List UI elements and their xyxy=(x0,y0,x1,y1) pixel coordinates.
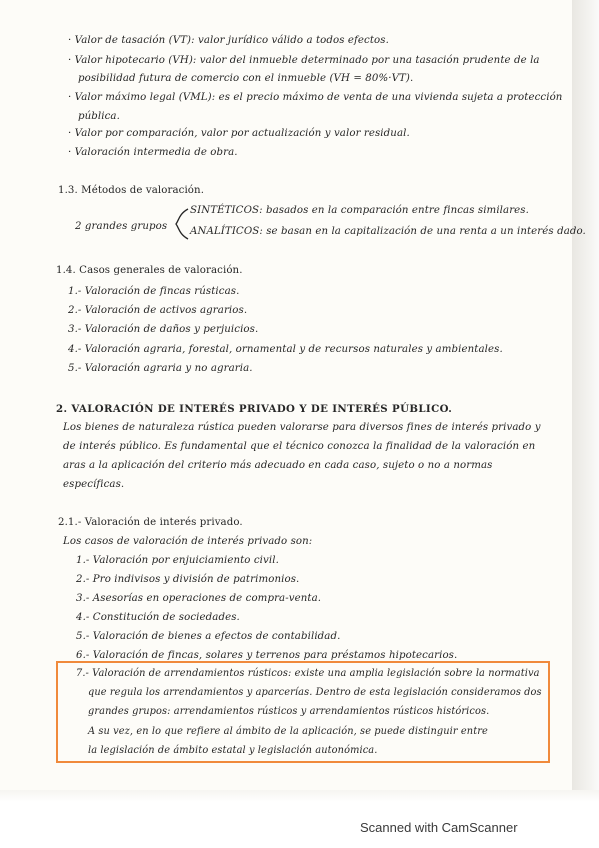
paragraph-line: Los bienes de naturaleza rústica pueden valorarse para diversos fines de interés privado y xyxy=(63,422,541,433)
section-2-1-intro: Los casos de valoración de interés privado son: xyxy=(63,536,313,547)
paragraph-line: de interés público. Es fundamental que el técnico conozca la finalidad de la valoración en xyxy=(63,441,536,452)
boxed-line: que regula los arrendamientos y aparcerías. Dentro de esta legislación consideramos dos xyxy=(88,687,542,698)
brace-icon xyxy=(175,208,189,240)
list-item: 1.- Valoración por enjuiciamiento civil. xyxy=(76,555,279,566)
list-item: 4.- Constitución de sociedades. xyxy=(76,612,240,623)
boxed-line: A su vez, en lo que refiere al ámbito de la aplicación, se puede distinguir entre xyxy=(88,726,488,737)
list-item: 6.- Valoración de fincas, solares y terrenos para préstamos hipotecarios. xyxy=(76,650,458,661)
section-2-title: 2. VALORACIÓN DE INTERÉS PRIVADO Y DE INTERÉS PÚBLICO. xyxy=(56,403,453,415)
group-analiticos: ANALÍTICOS: se basan en la capitalización de una renta a un interés dado. xyxy=(190,226,586,237)
bullet-valoracion-intermedia: · Valoración intermedia de obra. xyxy=(68,147,238,158)
bullet-valor-tasacion: · Valor de tasación (VT): valor jurídico válido a todos efectos. xyxy=(68,35,389,46)
list-item: 2.- Valoración de activos agrarios. xyxy=(68,305,248,316)
section-2-1-title: 2.1.- Valoración de interés privado. xyxy=(58,517,243,528)
boxed-line: 7.- Valoración de arrendamientos rústicos: existe una amplia legislación sobre la normativa xyxy=(76,668,540,679)
bullet-valor-maximo-legal: · Valor máximo legal (VML): es el precio máximo de venta de una vivienda sujeta a protección xyxy=(68,92,563,103)
page-bottom-edge xyxy=(0,790,599,802)
paragraph-line: específicas. xyxy=(63,479,125,490)
page-edge-shadow xyxy=(572,0,599,800)
boxed-line: la legislación de ámbito estatal y legislación autonómica. xyxy=(88,745,378,756)
paragraph-line: aras a la aplicación del criterio más adecuado en cada caso, sujeto o no a normas xyxy=(63,460,493,471)
section-1-3-title: 1.3. Métodos de valoración. xyxy=(58,185,205,196)
bullet-valor-comparacion: · Valor por comparación, valor por actualización y valor residual. xyxy=(68,128,410,139)
list-item: 1.- Valoración de fincas rústicas. xyxy=(68,286,240,297)
bullet-valor-hipotecario-cont: posibilidad futura de comercio con el inmueble (VH = 80%·VT). xyxy=(78,73,414,84)
list-item: 5.- Valoración de bienes a efectos de contabilidad. xyxy=(76,631,341,642)
bullet-valor-hipotecario: · Valor hipotecario (VH): valor del inmueble determinado por una tasación prudente de la xyxy=(68,55,540,66)
list-item: 3.- Asesorías en operaciones de compra-venta. xyxy=(76,593,322,604)
list-item: 3.- Valoración de daños y perjuicios. xyxy=(68,324,259,335)
list-item: 4.- Valoración agraria, forestal, ornamental y de recursos naturales y ambientales. xyxy=(68,344,503,355)
list-item: 5.- Valoración agraria y no agraria. xyxy=(68,363,253,374)
bullet-valor-maximo-legal-cont: pública. xyxy=(78,111,120,122)
section-1-4-title: 1.4. Casos generales de valoración. xyxy=(56,265,243,276)
group-sinteticos: SINTÉTICOS: basados en la comparación entre fincas similares. xyxy=(190,205,529,216)
groups-label: 2 grandes grupos xyxy=(75,221,168,232)
list-item: 2.- Pro indivisos y división de patrimonios. xyxy=(76,574,300,585)
scanner-watermark: Scanned with CamScanner xyxy=(360,820,518,835)
boxed-line: grandes grupos: arrendamientos rústicos y arrendamientos rústicos históricos. xyxy=(88,706,490,717)
